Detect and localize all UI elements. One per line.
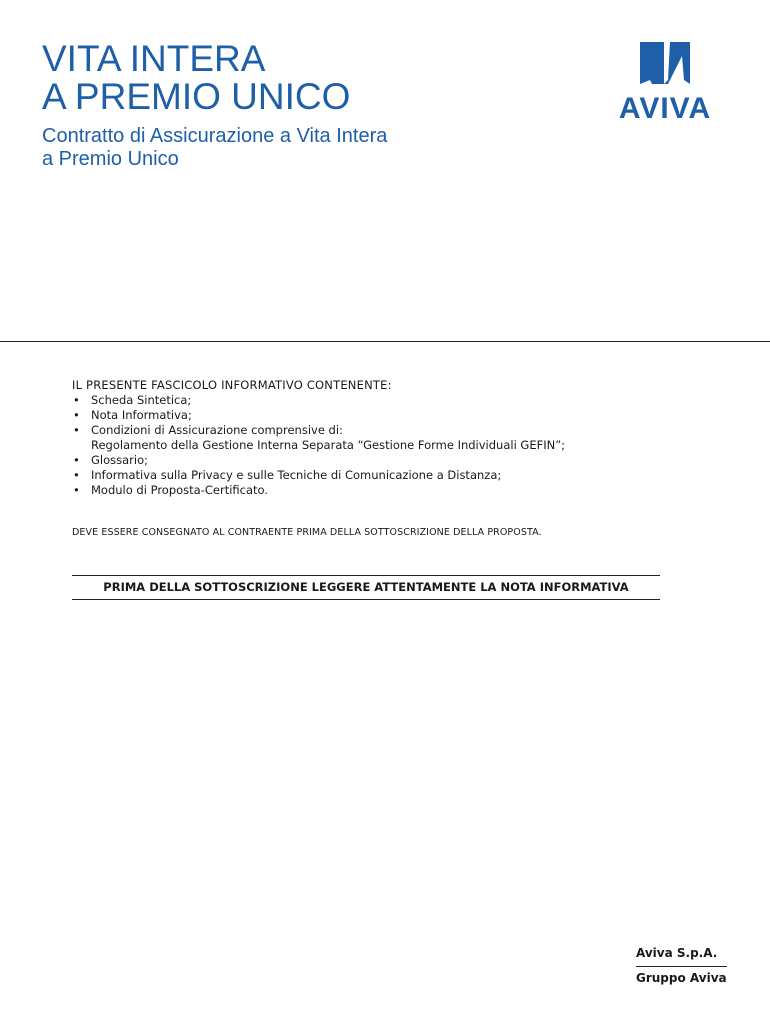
list-item: • Nota Informativa; — [72, 408, 692, 423]
logo-wordmark: AVIVA — [618, 92, 712, 125]
contents-heading: IL PRESENTE FASCICOLO INFORMATIVO CONTENENTE: — [72, 378, 392, 392]
delivery-notice: DEVE ESSERE CONSEGNATO AL CONTRAENTE PRIMA DELLA SOTTOSCRIZIONE DELLA PROPOSTA. — [72, 527, 542, 538]
title-line-1: VITA INTERA — [42, 38, 266, 79]
footer-company-name: Aviva S.p.A. — [636, 946, 718, 960]
list-item: • Scheda Sintetica; — [72, 393, 692, 408]
list-item-subline: Regolamento della Gestione Interna Separata “Gestione Forme Individuali GEFIN”; — [91, 438, 566, 452]
footer-divider — [636, 966, 727, 967]
footer-group-name: Gruppo Aviva — [636, 971, 727, 985]
list-item: • Modulo di Proposta-Certificato. — [72, 483, 692, 498]
contents-list — [72, 393, 692, 498]
aviva-logo — [600, 40, 730, 126]
title-line-2: A PREMIO UNICO — [42, 76, 351, 117]
subtitle-line-2: a Premio Unico — [42, 148, 179, 170]
subtitle-line-1: Contratto di Assicurazione a Vita Intera — [42, 125, 388, 147]
horizontal-divider — [0, 341, 770, 342]
contents-section — [72, 378, 692, 498]
list-item: • Glossario; — [72, 453, 692, 468]
list-item: • Condizioni di Assicurazione comprensive di: Regolamento della Gestione Interna Separata “Gestione Forme Individuali GEFIN”; — [72, 423, 692, 453]
warning-banner: PRIMA DELLA SOTTOSCRIZIONE LEGGERE ATTENTAMENTE LA NOTA INFORMATIVA — [72, 575, 660, 600]
document-subtitle — [42, 125, 387, 171]
list-item: • Informativa sulla Privacy e sulle Tecniche di Comunicazione a Distanza; — [72, 468, 692, 483]
document-title — [42, 40, 350, 116]
aviva-flag-icon — [638, 40, 692, 86]
